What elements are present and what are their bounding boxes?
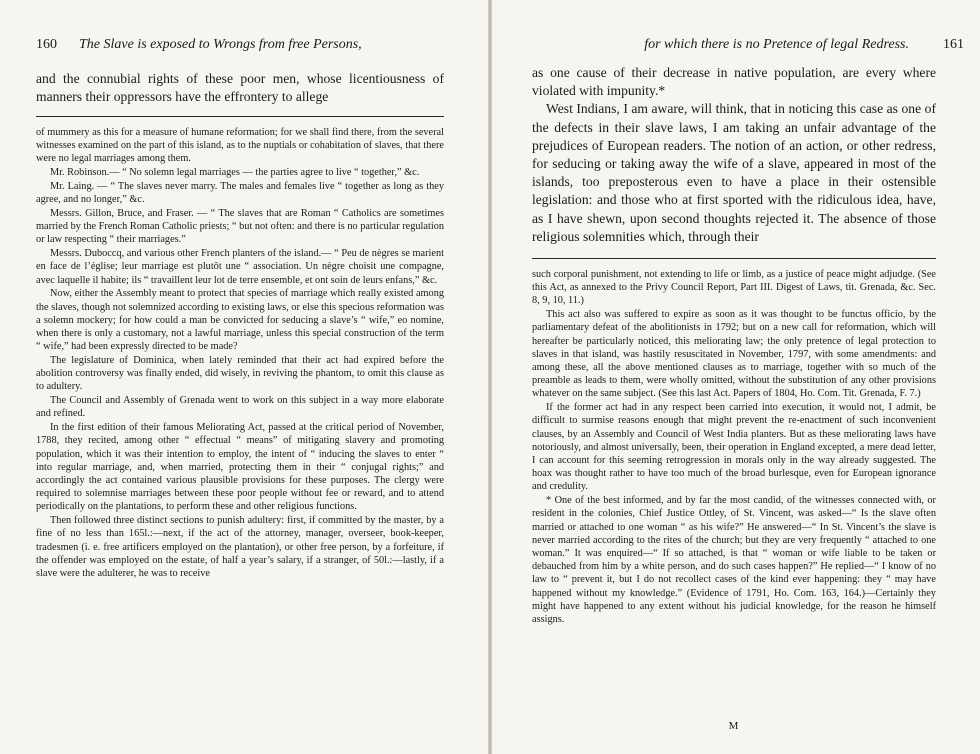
right-note-1: This act also was suffered to expire as soon as it was thought to be functus officio, by the parliamentary defeat of the abolitionists in 1792; but on a new call for reformation, which will hereafter be particularly noticed, this meliorating law; the only pretence of legal protection to slaves in that island, was hastily resuscitated in November, 1797, with some amendments: and among these, all the above mentioned clauses as to marriage, together with so much of the preamble as leads to them, were wholly omitted, without the substitution of any other provisions whatever on the same subject. (See this last Act. Papers of 1804, Ho. Com. Tit. Grenada, F. 7.) [532,309,936,400]
left-note-0: of mummery as this for a measure of humane reformation; for we shall find there, from the several witnesses examined on the part of this island, as to the nuptials or cohabitation of slaves, that there were no legal marriages among them. [36,127,444,165]
left-note-3: Messrs. Gillon, Bruce, and Fraser. — “ The slaves that are Roman “ Catholics are sometimes married by the French Roman Catholic priests; “ but not often: and there is no particular regulation or law respecting “ their marriages.” [36,208,444,246]
left-note-2: Mr. Laing. — “ The slaves never marry. The males and females live “ together as long as they agree, and no longer,” &c. [36,181,444,206]
right-note-3: * One of the best informed, and by far the most candid, of the witnesses connected with, or resident in the colonies, Chief Justice Ottley, of St. Vincent, was asked—“ Is the slave often married or attached to one woman “ as his wife?” He answered—“ In St. Vincent’s the slave is never married according to the rites of the church; but they are very frequently “ attached to one woman.” It was enquired—“ If so attached, is that “ woman or wife liable to be taken or debauched from him by a white person, and do such cases happen?” He replied—“ I know of no law to “ prevent it, but I do not recollect cases of the kind ever happening: they “ may have happened without my knowledge.” (Evidence of 1791, Ho. Com. 163, 164.)—Certainly they might have happened to any extent without his judicial knowledge, for the reason he himself assigns. [532,495,936,626]
left-footnotes [36,126,444,580]
left-note-5: Now, either the Assembly meant to protect that species of marriage which really existed among the slaves, though not solemnized according to existing laws, or else this specious reformation was a solemn mockery; for how could a man be convicted for seducing a slave’s “ wife,” eo nomine, when there is only a customary, not a lawful marriage, unless this special construction of the term “ wife,” had been expressly directed to be made? [36,288,444,353]
left-running-head [36,36,456,54]
signature-mark: M [728,720,740,732]
left-note-6: The legislature of Dominica, when lately reminded that their act had expired before the abolition controversy was finally ended, did wisely, in reviving the phantom, to omit this clause as to adultery. [36,355,444,393]
right-main-text [532,64,936,246]
left-note-1: Mr. Robinson.— “ No solemn legal marriages — the parties agree to live “ together,” &c. [50,167,420,179]
right-page [492,0,980,754]
left-page [0,0,488,754]
right-running-title: for which there is no Pretence of legal Redress. [644,37,909,52]
left-note-8: In the first edition of their famous Meliorating Act, passed at the critical period of November, 1788, they recited, among other “ effectual “ means” of mitigating slavery and promoting population, which it was their intention to employ, the intent of “ inducing the slaves to enter “ into regular marriage, and, when married, protecting them in their “ conjugal rights;” and accordingly the act contained various plausible provisions for these purposes. The clergy were required to solemnise marriages between these poor people without fee or reward, and to attend periodically on the plantations, to perform these and other religious functions. [36,422,444,513]
left-main-text [36,70,444,106]
right-running-head [572,36,964,54]
right-note-0: such corporal punishment, not extending to life or limb, as a justice of peace might adjudge. (See this Act, as annexed to the Privy Council Report, Part III. Digest of Laws, tit. Grenada, &c. Sec. 8, 9, 10, 11.) [532,269,936,307]
right-page-number: 161 [943,37,964,52]
right-footnotes [532,268,936,626]
left-main-paragraph: and the connubial rights of these poor men, whose licentiousness of manners their oppressors have the effrontery to allege [36,71,444,105]
right-main-paragraph-1: West Indians, I am aware, will think, that in noticing this case as one of the defects in their slave laws, I am taking an unfair advantage of the prejudices of European readers. The notion of an action, or other redress, for seducing or taking away the wife of a slave, appeared in most of the islands, too preposterous even to have a place in their ostensible legislation: and those who at first sported with the ridiculous idea, have, as I have shewn, upon second thoughts rejected it. The absence of those religious solemnities which, through their [532,101,936,244]
left-footnote-rule [36,116,444,117]
left-page-number: 160 [36,37,57,52]
left-note-7: The Council and Assembly of Grenada went to work on this subject in a way more elaborate and refined. [36,395,444,420]
right-footnote-rule [532,258,936,259]
right-main-paragraph-0: as one cause of their decrease in native population, are every where violated with impunity.* [532,65,936,99]
left-running-title: The Slave is exposed to Wrongs from free Persons, [79,37,362,52]
right-note-2: If the former act had in any respect been carried into execution, it would not, I admit, be difficult to surmise reasons enough that might prevent the re-enactment of such inconvenient clauses, by an Assembly and Council of West India planters. But as these meliorating laws have notoriously, and almost universally, been, their operation in England excepted, a mere dead letter, I can account for this seeming retrogression in morals only in the way already suggested. The hoax was thought rather to have too much of the broad burlesque, even for European ignorance and credulity. [532,402,936,493]
left-note-9: Then followed three distinct sections to punish adultery: first, if committed by the master, by a fine of no less than 165l.:—next, if the act of the attorney, manager, overseer, book-keeper, tradesmen (i. e. free artificers employed on the plantation), or other free person, by a forfeiture, if the offender was employed on the estate, of half a year’s salary, if a stranger, of 50l.:—lastly, if a slave were the adulterer, he was to receive [36,515,444,580]
left-note-4: Messrs. Duboccq, and various other French planters of the island.— “ Peu de nègres se marient en face de l’église; leur marriage est plutôt une “ association. Un nègre choisit une compagne, avec laquelle il habite; ils “ travaillent leur lot de terre ensemble, et ont soin de leurs enfans,” &c. [36,248,444,286]
